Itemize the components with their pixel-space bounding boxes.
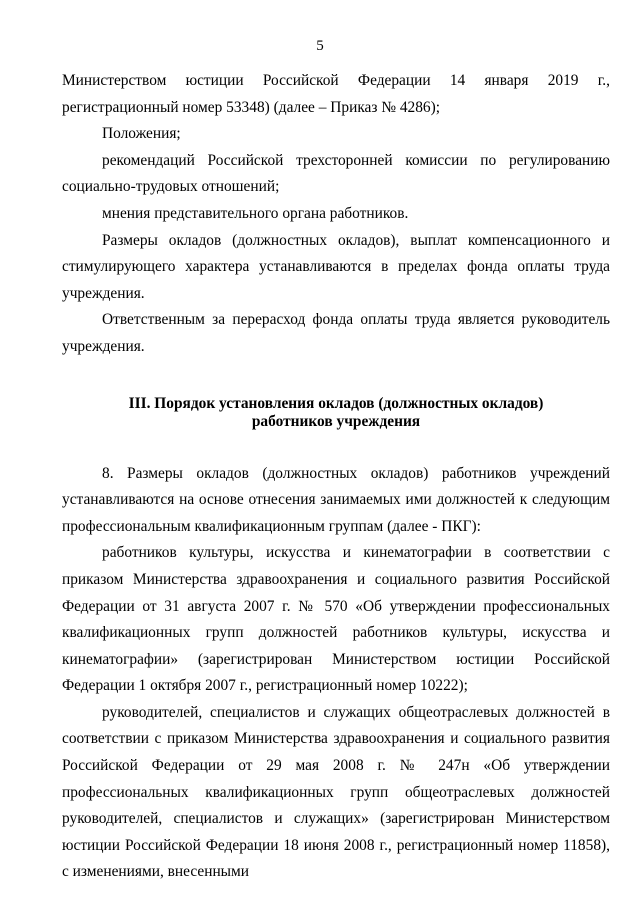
paragraph-clause-8: 8. Размеры окладов (должностных окладов) работников учреждений устанавливаются на основе отнесения занимаемых ими должностей к следующим профессиональным квалификационным группам (далее - ПКГ): bbox=[62, 464, 610, 535]
paragraph-continuation: Министерством юстиции Российской Федерации 14 января 2019 г., регистрационный номер 53348) (далее – Приказ № 4286); bbox=[62, 72, 610, 116]
document-body bbox=[62, 68, 610, 886]
paragraph-recommendations: рекомендаций Российской трехсторонней комиссии по регулированию социально-трудовых отношений; bbox=[62, 151, 610, 196]
section-heading-line1: III. Порядок установления окладов (должностных окладов) bbox=[128, 394, 544, 412]
section-heading-line2: работников учреждения bbox=[251, 412, 421, 430]
section-heading bbox=[62, 395, 610, 431]
paragraph-managers-specialists: руководителей, специалистов и служащих общеотраслевых должностей в соответствии с приказом Министерства здравоохранения и социального развития Российской Федерации от 29 мая 2008 г. № 247н «Об утверждении профессиональных квалификационных групп общеотраслевых должностей руководителей, специалистов и служащих» (зарегистрирован Министерством юстиции Российской Федерации 18 июня 2008 г., регистрационный номер 11858), с изменениями, внесенными bbox=[62, 703, 610, 881]
paragraph-opinion: мнения представительного органа работников. bbox=[102, 204, 409, 222]
paragraph-provisions: Положения; bbox=[102, 125, 181, 143]
paragraph-responsibility: Ответственным за перерасход фонда оплаты труда является руководитель учреждения. bbox=[62, 311, 610, 355]
paragraph-salary-limits: Размеры окладов (должностных окладов), выплат компенсационного и стимулирующего характера устанавливаются в пределах фонда оплаты труда учреждения. bbox=[62, 231, 610, 302]
page-number: 5 bbox=[316, 38, 324, 54]
paragraph-culture-workers: работников культуры, искусства и кинематографии в соответствии с приказом Министерства здравоохранения и социального развития Российской Федерации от 31 августа 2007 г. № 570 «Об утверждении профессиональных квалификационных групп должностей работников культуры, искусства и кинематографии» (зарегистрирован Министерством юстиции Российской Федерации 1 октября 2007 г., регистрационный номер 10222); bbox=[62, 544, 610, 695]
